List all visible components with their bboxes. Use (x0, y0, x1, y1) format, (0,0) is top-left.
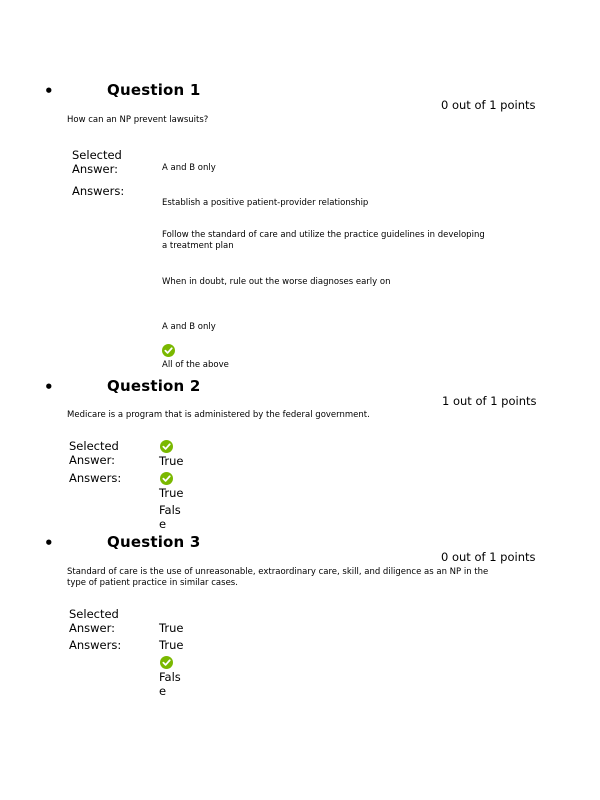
question-1-answer-option: Follow the standard of care and utilize the practice guidelines in developing a treatment plan (162, 230, 485, 251)
selected-answer-label: Selected Answer: (69, 439, 119, 467)
question-2-answer-option-correct: True (159, 486, 184, 500)
check-circle-icon (160, 440, 173, 453)
question-2-points: 1 out of 1 points (442, 394, 537, 408)
question-1-answer-option: Establish a positive patient-provider relationship (162, 198, 369, 208)
question-1-answer-option-correct: All of the above (162, 360, 229, 370)
question-3-title: Question 3 (107, 533, 201, 551)
check-circle-icon (160, 472, 173, 485)
check-circle-icon (160, 656, 173, 669)
answers-label: Answers: (69, 638, 122, 652)
question-3-answer-option-correct: False (159, 670, 181, 698)
question-2-selected-answer: True (159, 454, 184, 468)
selected-answer-label: Selected Answer: (72, 148, 122, 176)
question-1-selected-answer: A and B only (162, 163, 216, 173)
answers-label: Answers: (72, 184, 125, 198)
answers-label: Answers: (69, 471, 122, 485)
question-1-text: How can an NP prevent lawsuits? (67, 115, 209, 125)
question-3-points: 0 out of 1 points (441, 550, 536, 564)
question-2-text: Medicare is a program that is administered by the federal government. (67, 410, 370, 420)
question-1-answer-option: When in doubt, rule out the worse diagnoses early on (162, 277, 391, 287)
bullet: • (44, 378, 54, 396)
check-circle-icon (162, 344, 175, 357)
question-1-title: Question 1 (107, 81, 201, 99)
bullet: • (44, 534, 54, 552)
question-1-points: 0 out of 1 points (441, 98, 536, 112)
question-2-title: Question 2 (107, 377, 201, 395)
selected-answer-label: Selected Answer: (69, 607, 119, 635)
question-2-answer-option: False (159, 503, 181, 531)
question-1-answer-option: A and B only (162, 322, 216, 332)
question-3-selected-answer: True (159, 621, 184, 635)
question-3-text: Standard of care is the use of unreasonable, extraordinary care, skill, and diligence as an NP in the type of patient practice in similar cases. (67, 567, 489, 588)
bullet: • (44, 82, 54, 100)
question-3-answer-option: True (159, 638, 184, 652)
